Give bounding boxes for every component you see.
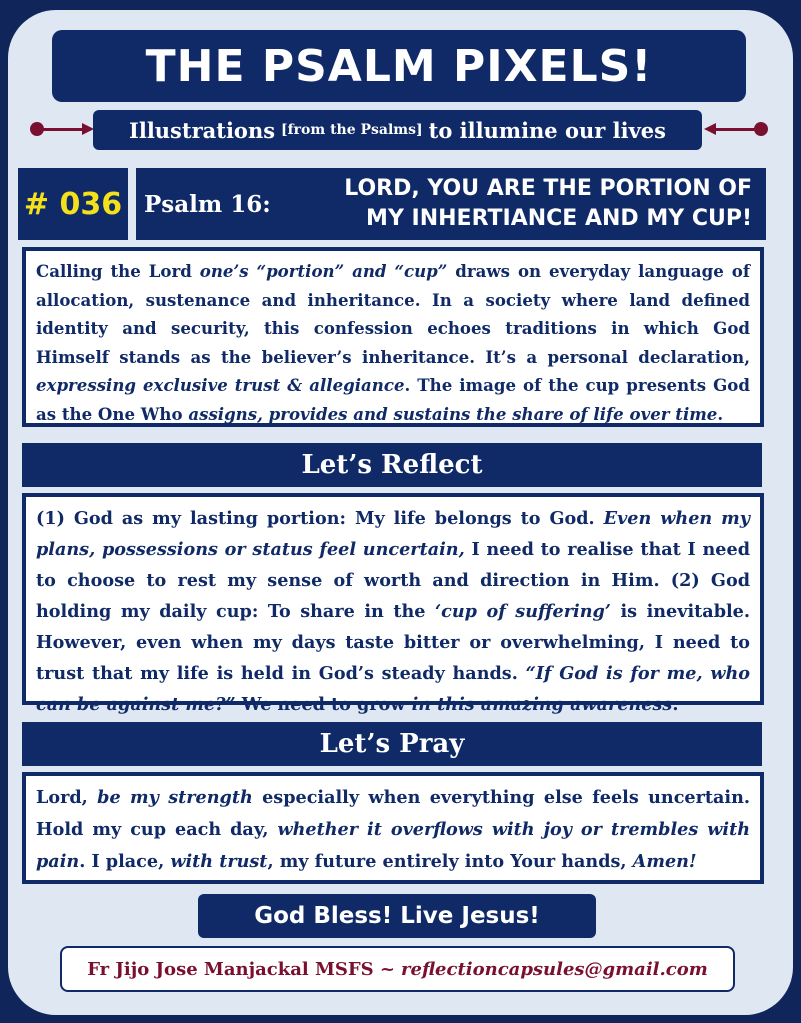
author-name: Fr Jijo Jose Manjackal MSFS ~ — [87, 958, 396, 980]
intro-text: Calling the Lord one’s “portion” and “cup” draws on everyday language of allocation, sustenance and inheritance. In a society where land defined identity and security, this confession echoes traditions in which God Himself stands as the believer’s inheritance. It’s a personal declaration, expressing exclusive trust & allegiance. The image of the cup presents God as the One Who assigns, provides and sustains the share of life over time. — [22, 247, 764, 427]
psalm-title — [294, 174, 766, 234]
reflect-text: (1) God as my lasting portion: My life belongs to God. Even when my plans, possessions or status feel uncertain, I need to realise that I need to choose to rest my sense of worth and direction in Him. (2) God holding my daily cup: To share in the ‘cup of suffering’ is inevitable. However, even when my days taste bitter or overwhelming, I need to trust that my life is held in God’s steady hands. “If God is for me, who can be against me?” We need to grow in this amazing awareness. — [22, 493, 764, 705]
author-email-link[interactable]: reflectioncapsules@gmail.com — [401, 958, 708, 980]
psalm-title-line-2: MY INHERTIANCE AND MY CUP! — [366, 206, 752, 231]
right-arrow-icon — [704, 122, 768, 136]
reflect-heading — [22, 443, 762, 487]
psalm-title-line-1: LORD, YOU ARE THE PORTION OF — [344, 176, 752, 201]
left-arrow-icon — [30, 122, 94, 136]
psalm-number-badge — [18, 168, 128, 240]
subtitle-text-end: to illumine our lives — [428, 117, 666, 143]
psalm-header — [136, 168, 766, 240]
page-title — [52, 30, 746, 102]
blessing-banner — [198, 894, 596, 938]
subtitle-small-text: [from the Psalms] — [281, 122, 423, 138]
prayer-text: Lord, be my strength especially when everything else feels uncertain. Hold my cup each day, whether it overflows with joy or trembles with pain. I place, with trust, my future entirely into Your hands, Amen! — [22, 772, 764, 884]
page-title-text: THE PSALM PIXELS! — [145, 40, 653, 92]
author-signature — [60, 946, 735, 992]
blessing-text: God Bless! Live Jesus! — [254, 903, 540, 929]
subtitle-banner — [93, 110, 702, 150]
reflect-heading-text: Let’s Reflect — [301, 450, 483, 480]
psalm-reference: Psalm 16: — [144, 190, 271, 218]
pray-heading — [22, 722, 762, 766]
pray-heading-text: Let’s Pray — [319, 729, 465, 759]
subtitle-text: Illustrations — [129, 117, 276, 143]
psalm-number: # 036 — [23, 186, 123, 222]
